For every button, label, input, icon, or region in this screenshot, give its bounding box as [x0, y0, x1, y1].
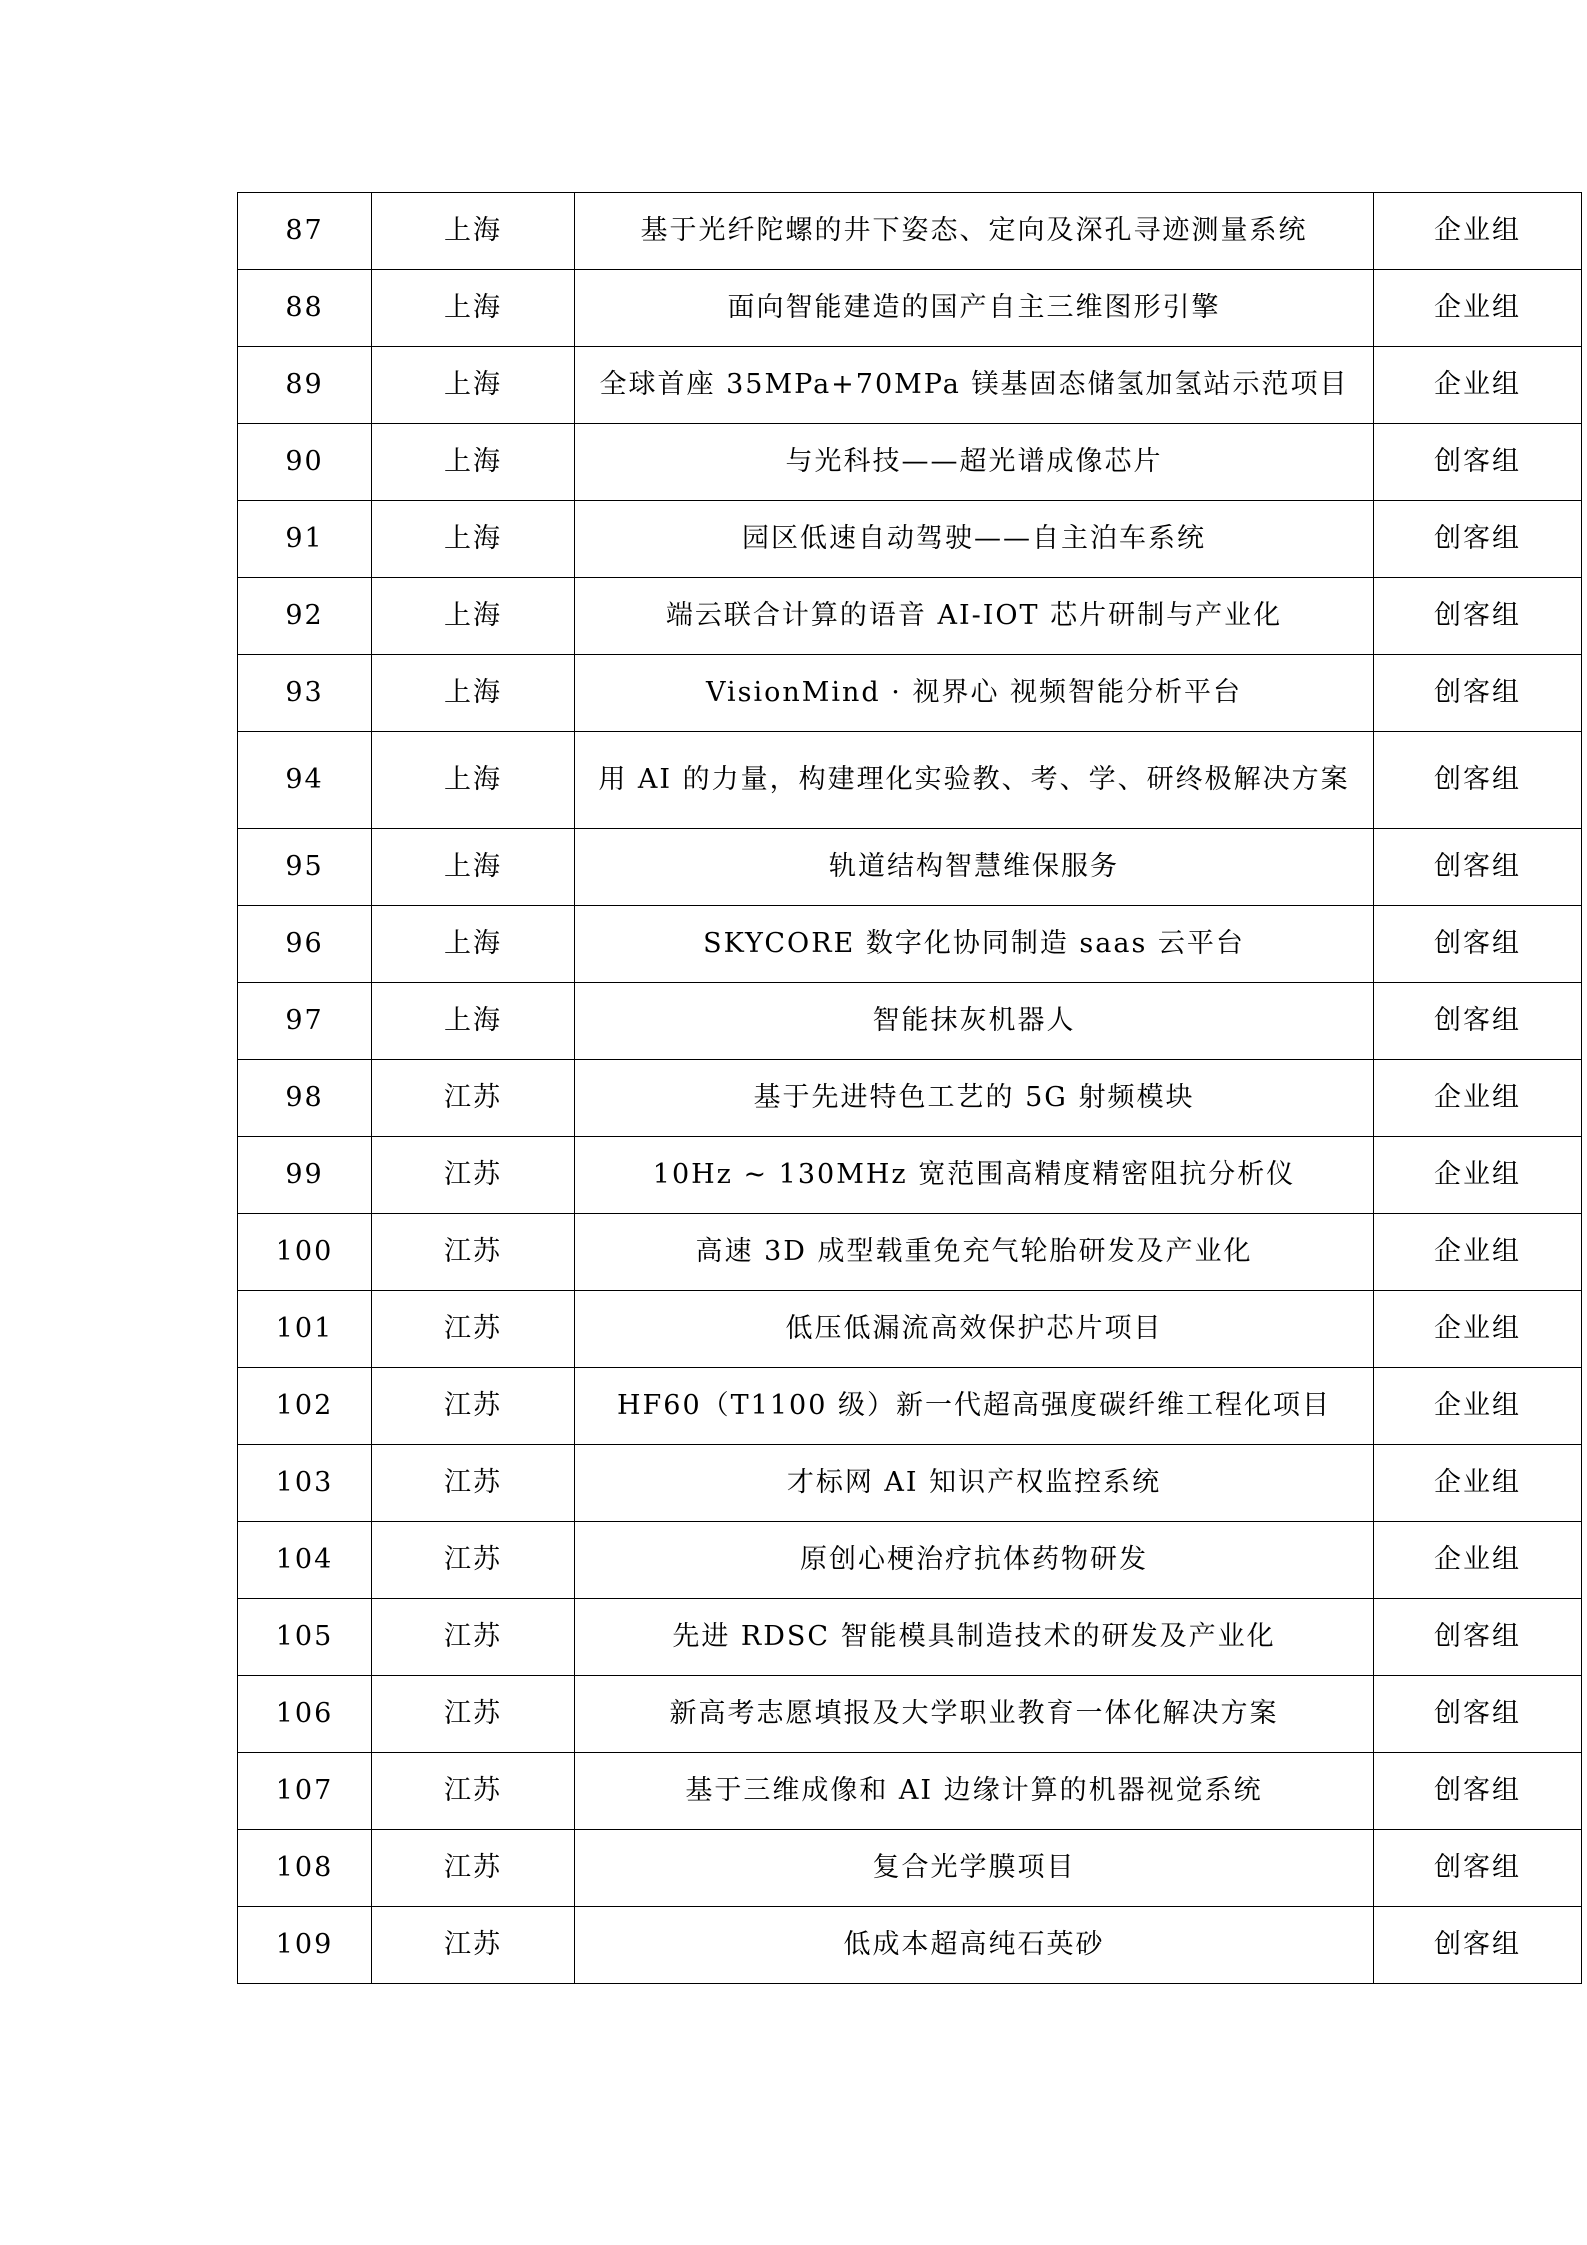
project-name-cell: 低成本超高纯石英砂	[575, 1907, 1374, 1984]
region-cell: 上海	[372, 829, 575, 906]
region-cell: 江苏	[372, 1137, 575, 1214]
group-cell: 创客组	[1374, 906, 1582, 983]
project-name-cell: 10Hz ~ 130MHz 宽范围高精度精密阻抗分析仪	[575, 1137, 1374, 1214]
project-name-cell: SKYCORE 数字化协同制造 saas 云平台	[575, 906, 1374, 983]
group-cell: 创客组	[1374, 983, 1582, 1060]
project-name-cell: 面向智能建造的国产自主三维图形引擎	[575, 270, 1374, 347]
region-cell: 上海	[372, 906, 575, 983]
row-number-cell: 93	[238, 655, 372, 732]
row-number-cell: 88	[238, 270, 372, 347]
project-name-cell: 轨道结构智慧维保服务	[575, 829, 1374, 906]
region-cell: 上海	[372, 347, 575, 424]
table-row	[238, 1599, 1582, 1676]
project-name-cell: 才标网 AI 知识产权监控系统	[575, 1445, 1374, 1522]
table-row	[238, 1137, 1582, 1214]
project-name-cell: VisionMind · 视界心 视频智能分析平台	[575, 655, 1374, 732]
group-cell: 创客组	[1374, 655, 1582, 732]
row-number-cell: 91	[238, 501, 372, 578]
table-body	[238, 193, 1582, 1984]
region-cell: 江苏	[372, 1368, 575, 1445]
region-cell: 上海	[372, 655, 575, 732]
group-cell: 创客组	[1374, 1599, 1582, 1676]
project-name-cell: 高速 3D 成型载重免充气轮胎研发及产业化	[575, 1214, 1374, 1291]
row-number-cell: 96	[238, 906, 372, 983]
project-name-cell: 全球首座 35MPa+70MPa 镁基固态储氢加氢站示范项目	[575, 347, 1374, 424]
group-cell: 企业组	[1374, 1291, 1582, 1368]
group-cell: 创客组	[1374, 578, 1582, 655]
row-number-cell: 102	[238, 1368, 372, 1445]
table-row	[238, 983, 1582, 1060]
row-number-cell: 87	[238, 193, 372, 270]
project-name-cell: HF60（T1100 级）新一代超高强度碳纤维工程化项目	[575, 1368, 1374, 1445]
table-row	[238, 501, 1582, 578]
project-name-cell: 园区低速自动驾驶——自主泊车系统	[575, 501, 1374, 578]
project-name-cell: 原创心梗治疗抗体药物研发	[575, 1522, 1374, 1599]
table-row	[238, 1368, 1582, 1445]
region-cell: 上海	[372, 732, 575, 829]
table-row	[238, 1214, 1582, 1291]
project-name-cell: 低压低漏流高效保护芯片项目	[575, 1291, 1374, 1368]
group-cell: 企业组	[1374, 1214, 1582, 1291]
region-cell: 江苏	[372, 1214, 575, 1291]
group-cell: 企业组	[1374, 1445, 1582, 1522]
table-row	[238, 1676, 1582, 1753]
row-number-cell: 92	[238, 578, 372, 655]
group-cell: 企业组	[1374, 270, 1582, 347]
group-cell: 企业组	[1374, 1137, 1582, 1214]
table-row	[238, 829, 1582, 906]
region-cell: 江苏	[372, 1445, 575, 1522]
table-row	[238, 1753, 1582, 1830]
region-cell: 江苏	[372, 1830, 575, 1907]
table-row	[238, 906, 1582, 983]
row-number-cell: 101	[238, 1291, 372, 1368]
project-name-cell: 智能抹灰机器人	[575, 983, 1374, 1060]
row-number-cell: 89	[238, 347, 372, 424]
row-number-cell: 99	[238, 1137, 372, 1214]
project-name-cell: 基于三维成像和 AI 边缘计算的机器视觉系统	[575, 1753, 1374, 1830]
group-cell: 企业组	[1374, 1522, 1582, 1599]
region-cell: 江苏	[372, 1522, 575, 1599]
row-number-cell: 108	[238, 1830, 372, 1907]
row-number-cell: 94	[238, 732, 372, 829]
row-number-cell: 95	[238, 829, 372, 906]
row-number-cell: 109	[238, 1907, 372, 1984]
region-cell: 上海	[372, 578, 575, 655]
group-cell: 企业组	[1374, 1368, 1582, 1445]
table-row	[238, 1522, 1582, 1599]
project-name-cell: 与光科技——超光谱成像芯片	[575, 424, 1374, 501]
project-name-cell: 先进 RDSC 智能模具制造技术的研发及产业化	[575, 1599, 1374, 1676]
group-cell: 创客组	[1374, 501, 1582, 578]
region-cell: 上海	[372, 424, 575, 501]
region-cell: 上海	[372, 983, 575, 1060]
group-cell: 创客组	[1374, 732, 1582, 829]
project-name-cell: 用 AI 的力量，构建理化实验教、考、学、研终极解决方案	[575, 732, 1374, 829]
group-cell: 企业组	[1374, 347, 1582, 424]
project-name-cell: 基于光纤陀螺的井下姿态、定向及深孔寻迹测量系统	[575, 193, 1374, 270]
region-cell: 江苏	[372, 1291, 575, 1368]
region-cell: 江苏	[372, 1599, 575, 1676]
row-number-cell: 97	[238, 983, 372, 1060]
region-cell: 江苏	[372, 1676, 575, 1753]
table-row	[238, 193, 1582, 270]
table-row	[238, 732, 1582, 829]
region-cell: 江苏	[372, 1753, 575, 1830]
project-table	[237, 192, 1582, 1984]
group-cell: 企业组	[1374, 193, 1582, 270]
row-number-cell: 100	[238, 1214, 372, 1291]
group-cell: 创客组	[1374, 829, 1582, 906]
group-cell: 创客组	[1374, 1753, 1582, 1830]
row-number-cell: 106	[238, 1676, 372, 1753]
table-row	[238, 270, 1582, 347]
group-cell: 创客组	[1374, 1830, 1582, 1907]
row-number-cell: 90	[238, 424, 372, 501]
table-row	[238, 1060, 1582, 1137]
table-row	[238, 578, 1582, 655]
row-number-cell: 104	[238, 1522, 372, 1599]
region-cell: 上海	[372, 270, 575, 347]
table-row	[238, 1445, 1582, 1522]
group-cell: 创客组	[1374, 1907, 1582, 1984]
project-name-cell: 复合光学膜项目	[575, 1830, 1374, 1907]
project-name-cell: 新高考志愿填报及大学职业教育一体化解决方案	[575, 1676, 1374, 1753]
table-row	[238, 424, 1582, 501]
table-row	[238, 655, 1582, 732]
row-number-cell: 98	[238, 1060, 372, 1137]
region-cell: 江苏	[372, 1907, 575, 1984]
region-cell: 上海	[372, 193, 575, 270]
table-row	[238, 1830, 1582, 1907]
group-cell: 企业组	[1374, 1060, 1582, 1137]
row-number-cell: 103	[238, 1445, 372, 1522]
row-number-cell: 107	[238, 1753, 372, 1830]
table-row	[238, 1291, 1582, 1368]
project-name-cell: 端云联合计算的语音 AI-IOT 芯片研制与产业化	[575, 578, 1374, 655]
group-cell: 创客组	[1374, 424, 1582, 501]
region-cell: 江苏	[372, 1060, 575, 1137]
project-name-cell: 基于先进特色工艺的 5G 射频模块	[575, 1060, 1374, 1137]
table-row	[238, 1907, 1582, 1984]
group-cell: 创客组	[1374, 1676, 1582, 1753]
table-row	[238, 347, 1582, 424]
row-number-cell: 105	[238, 1599, 372, 1676]
region-cell: 上海	[372, 501, 575, 578]
